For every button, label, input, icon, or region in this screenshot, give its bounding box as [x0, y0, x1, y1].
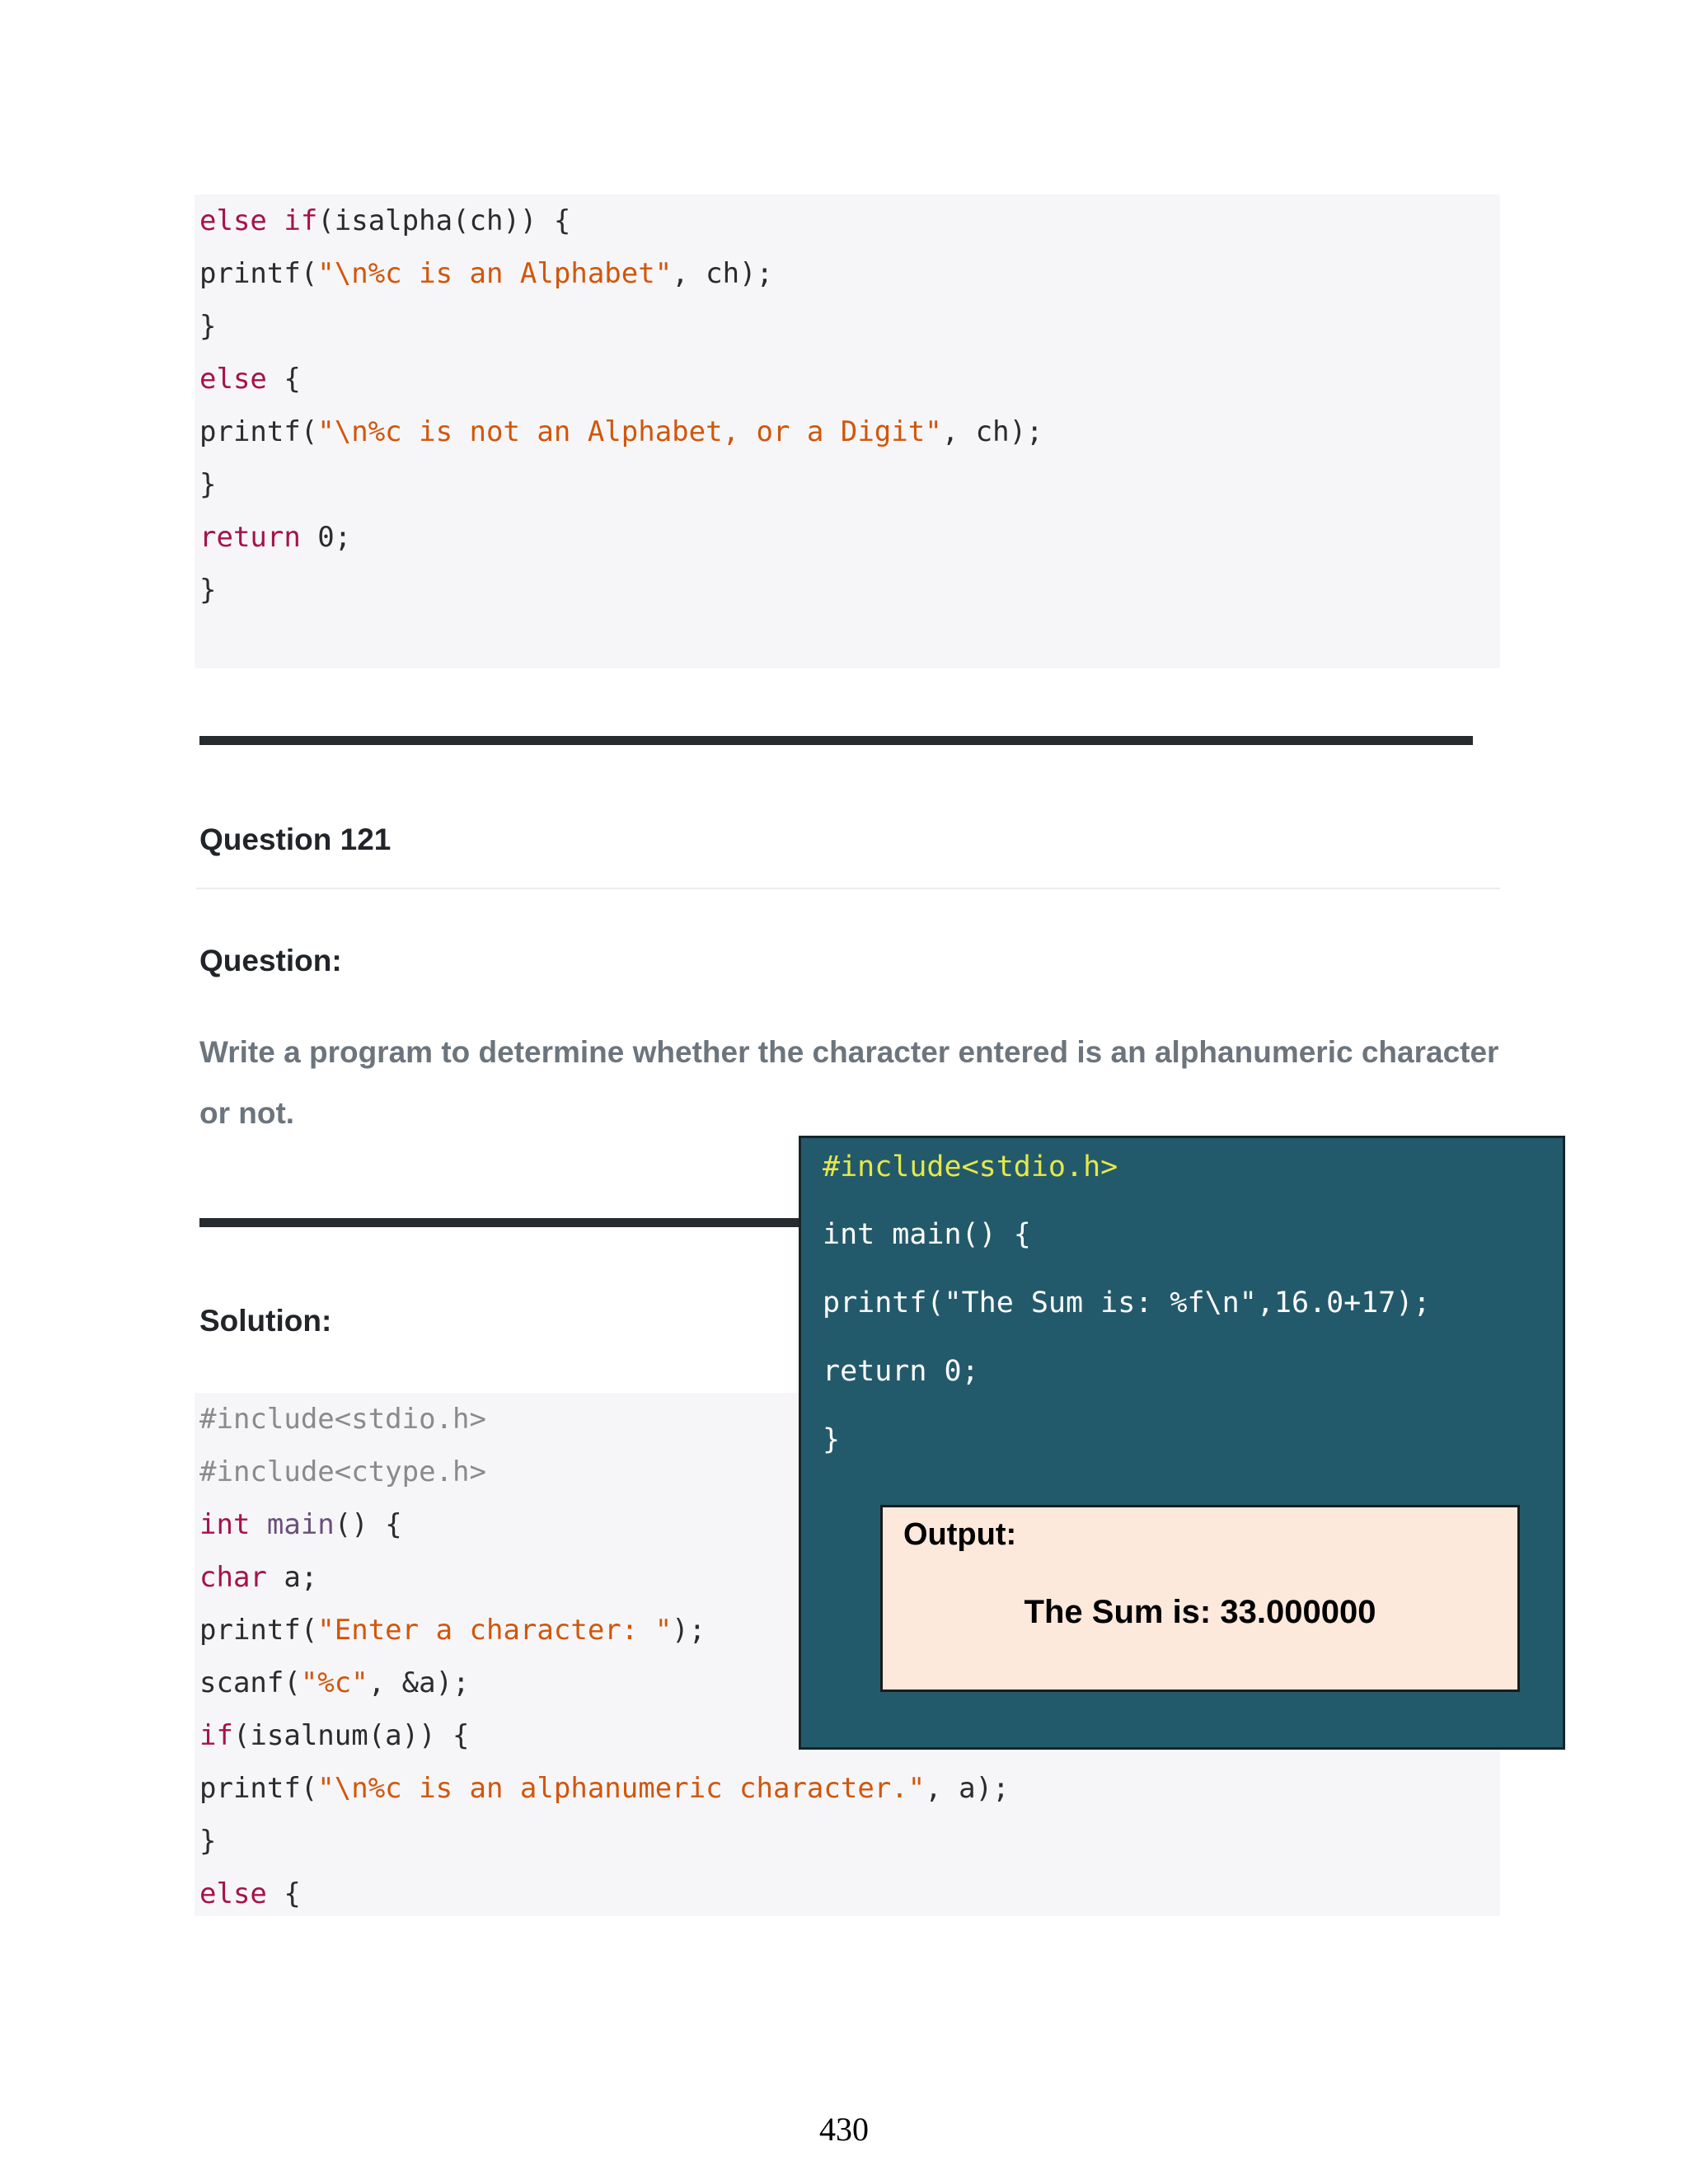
code-line: printf("Enter a character: ");	[199, 1614, 706, 1647]
code-line: printf("\n%c is an alphanumeric character.", a);	[199, 1772, 1010, 1805]
code-line: if(isalnum(a)) {	[199, 1719, 470, 1752]
overlay-code-panel	[799, 1136, 1565, 1750]
code-line: printf("\n%c is not an Alphabet, or a Digit", ch);	[199, 415, 1043, 448]
overlay-code-line: }	[823, 1423, 841, 1456]
code-line: }	[199, 1825, 217, 1858]
question-text-line: Write a program to determine whether the character entered is an alphanumeric character	[199, 1035, 1499, 1069]
code-line: return 0;	[199, 521, 352, 554]
page-number: 430	[819, 2111, 869, 2148]
question-text	[199, 1022, 1502, 1144]
question-number-heading: Question 121	[199, 823, 392, 856]
section-divider	[199, 736, 1473, 745]
heading-underline	[196, 888, 1500, 889]
question-text-line: or not.	[199, 1096, 295, 1130]
code-line: printf("\n%c is an Alphabet", ch);	[199, 257, 773, 290]
code-line: #include<stdio.h>	[199, 1403, 486, 1436]
question-label: Question:	[199, 944, 342, 977]
output-box	[880, 1505, 1520, 1692]
overlay-code-line: printf("The Sum is: %f\n",16.0+17);	[823, 1286, 1431, 1319]
code-line: else if(isalpha(ch)) {	[199, 204, 571, 237]
code-line: else {	[199, 363, 301, 396]
overlay-code-line: #include<stdio.h>	[823, 1151, 1118, 1183]
solution-label: Solution:	[199, 1304, 332, 1338]
overlay-code-line: int main() {	[823, 1218, 1031, 1251]
overlay-code-line: return 0;	[823, 1355, 979, 1388]
code-line: int main() {	[199, 1508, 402, 1541]
code-line: scanf("%c", &a);	[199, 1666, 470, 1699]
code-line: char a;	[199, 1561, 318, 1594]
code-line: }	[199, 468, 217, 501]
output-value: The Sum is: 33.000000	[1024, 1594, 1376, 1630]
code-line: }	[199, 574, 217, 607]
output-label: Output:	[903, 1517, 1017, 1552]
code-line: }	[199, 310, 217, 343]
code-line: else {	[199, 1877, 301, 1910]
code-line: #include<ctype.h>	[199, 1455, 486, 1488]
top-code-block	[195, 194, 1500, 668]
